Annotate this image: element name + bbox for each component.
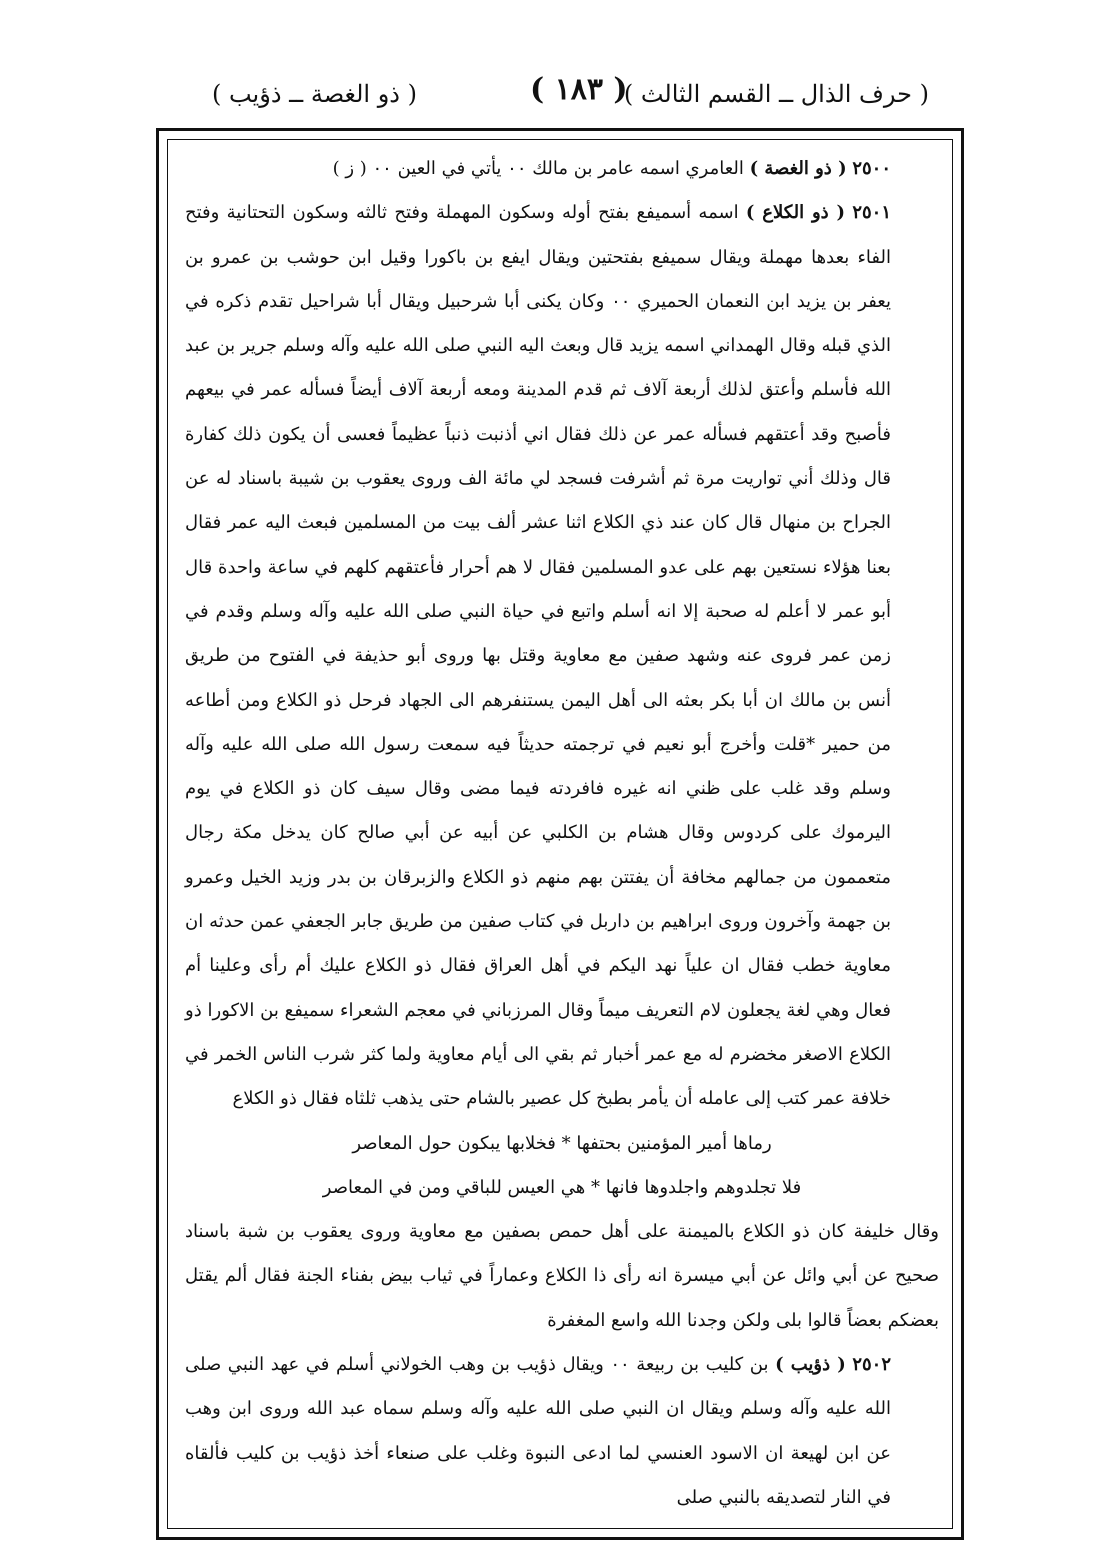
page-header xyxy=(0,0,1105,128)
entry-2502 xyxy=(185,1343,939,1520)
entry-2500 xyxy=(185,147,939,191)
entry-2501-continuation: وقال خليفة كان ذو الكلاع بالميمنة على أهل حمص بصفين مع معاوية وروى يعقوب بن شبة باسناد صحيح عن أبي وائل عن أبي ميسرة انه رأى ذا الكلاع وعماراً في ثياب بيض بفناء الجنة فقال ألم يقتل بعضكم بعضاً قالوا بلى ولكن وجدنا الله واسع المغفرة xyxy=(185,1221,939,1331)
entry-text: اسمه أسميفع بفتح أوله وسكون المهملة وفتح ثالثه وسكون التحتانية وفتح الفاء بعدها مهملة ويقال سميفع بفتحتين ويقال ايفع بن باكورا وقيل ابن حوشب بن عمرو بن يعفر بن يزيد ابن النعمان الحميري ٠٠ وكان يكنى أبا شرحبيل ويقال أبا شراحيل تقدم ذكره في الذي قبله وقال الهمداني اسمه يزيد قال وبعث اليه النبي صلى الله عليه وآله وسلم جرير بن عبد الله فأسلم وأعتق لذلك أربعة آلاف ثم قدم المدينة ومعه أربعة آلاف أيضاً فسأله عمر في بيعهم فأصبح وقد أعتقهم فسأله عمر عن ذلك فقال اني أذنبت ذنباً عظيماً فعسى أن يكون ذلك كفارة قال وذلك أني تواريت مرة ثم أشرفت فسجد لي مائة الف وروى يعقوب بن شيبة باسناد له عن الجراح بن منهال قال كان عند ذي الكلاع اثنا عشر ألف بيت من المسلمين فبعث اليه عمر فقال بعنا هؤلاء نستعين بهم على عدو المسلمين فقال لا هم أحرار فأعتقهم كلهم في ساعة واحدة قال أبو عمر لا أعلم له صحبة إلا انه أسلم واتبع في حياة النبي صلى الله عليه وآله وسلم وقدم في زمن عمر فروى عنه وشهد صفين مع معاوية وقتل بها وروى أبو حذيفة في الفتوح من طريق أنس بن مالك ان أبا بكر بعثه الى أهل اليمن يستنفرهم الى الجهاد فرحل ذو الكلاع ومن أطاعه من حمير *قلت وأخرج أبو نعيم في ترجمته حديثاً فيه سمعت رسول الله صلى الله عليه وآله وسلم وقد غلب على ظني انه غيره فافردته فيما مضى وقال سيف كان ذو الكلاع في يوم اليرموك على كردوس وقال هشام بن الكلبي عن أبيه عن أبي صالح كان يدخل مكة رجال متعممون من جمالهم مخافة أن يفتتن بهم منهم ذو الكلاع والزبرقان بن بدر وزيد الخيل وعمرو بن جهمة وآخرون وروى ابراهيم بن داربل في كتاب صفين من طريق جابر الجعفي عمن حدثه ان معاوية خطب فقال ان علياً نهد اليكم في أهل العراق فقال ذو الكلاع عليك أم رأى وعلينا أم فعال وهي لغة يجعلون لام التعريف ميماً وقال المرزباني في معجم الشعراء سميفع بن الاكورا ذو الكلاع الاصغر مخضرم له مع عمر أخبار ثم بقي الى أيام معاوية ولما كثر شرب الناس الخمر في خلافة عمر كتب إلى عامله أن يأمر بطبخ كل عصير بالشام حتى يذهب ثلثاه فقال ذو الكلاع xyxy=(185,202,892,1110)
entry-name: ( ذو الكلاع ) xyxy=(745,202,846,224)
page-frame xyxy=(156,128,964,1540)
poem-verse-1: رماها أمير المؤمنين بحتفها * فخلابها يبكون حول المعاصر xyxy=(352,1132,772,1154)
entry-2501 xyxy=(185,191,939,1121)
running-head-entries: ( ذو الغصة ــ ذؤيب ) xyxy=(212,80,417,108)
entry-name: ( ذو الغصة ) xyxy=(749,158,847,179)
running-head-section: ( حرف الذال ــ القسم الثالث ) xyxy=(623,80,929,108)
entry-number: ٢٥٠٠ xyxy=(852,158,891,179)
entry-text: العامري اسمه عامر بن مالك ٠٠ يأتي في العين ٠٠ ( ز ) xyxy=(332,158,744,179)
page-number: ( ١٨٣ ) xyxy=(530,72,628,107)
entry-number: ٢٥٠١ xyxy=(852,202,891,224)
entry-name: ( ذؤيب ) xyxy=(775,1354,846,1376)
entry-text: بن كليب بن ربيعة ٠٠ ويقال ذؤيب بن وهب الخولاني أسلم في عهد النبي صلى الله عليه وآله وسلم ويقال ان النبي صلى الله عليه وآله وسلم سماه عبد الله وروى ابن وهب عن ابن لهيعة ان الاسود العنسي لما ادعى النبوة وغلب على صنعاء أخذ ذؤيب بن كليب فألقاه في النار لتصديقه بالنبي صلى xyxy=(185,1354,891,1508)
entry-number: ٢٥٠٢ xyxy=(852,1354,891,1376)
page-body xyxy=(185,147,939,1520)
poem-verse-2: فلا تجلدوهم واجلدوها فانها * هي العيس للباقي ومن في المعاصر xyxy=(322,1176,802,1198)
